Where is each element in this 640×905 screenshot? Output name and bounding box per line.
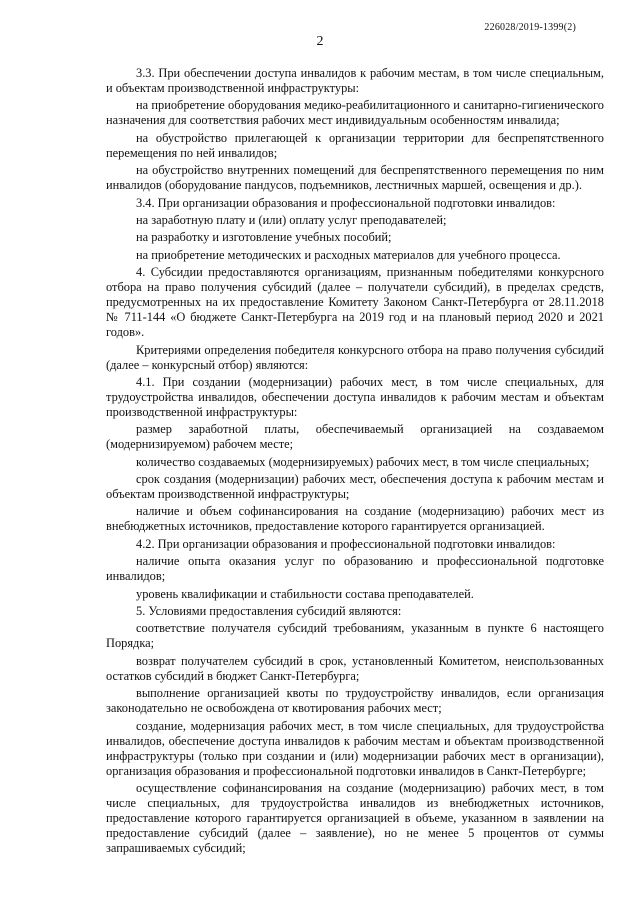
paragraph: на приобретение оборудования медико-реабилитационного и санитарно-гигиенического назначения для соответствия рабочих мест индивидуальным особенностям инвалида; [106, 98, 604, 128]
paragraph: 4. Субсидии предоставляются организациям, признанным победителями конкурсного отбора на право получения субсидий (далее – получатели субсидий), в пределах средств, предусмотренных на их предоставление Комитету Законом Санкт-Петербурга от 28.11.2018 № 711-144 «О бюджете Санкт-Петербурга на 2019 год и на плановый период 2020 и 2021 годов». [106, 265, 604, 340]
paragraph: на разработку и изготовление учебных пособий; [136, 230, 392, 245]
paragraph: наличие и объем софинансирования на создание (модернизацию) рабочих мест из внебюджетных источников, предоставление которого гарантируется организацией. [106, 504, 604, 534]
page-number: 2 [316, 34, 324, 49]
paragraph: количество создаваемых (модернизируемых) рабочих мест, в том числе специальных; [136, 454, 590, 469]
paragraph: размер заработной платы, обеспечиваемый организацией на создаваемом (модернизируемом) рабочем месте; [106, 422, 604, 452]
paragraph: на обустройство внутренних помещений для беспрепятственного перемещения по ним инвалидов (оборудование пандусов, подъемников, лестничных маршей, освещения и др.). [106, 163, 604, 193]
paragraph: 3.3. При обеспечении доступа инвалидов к рабочим местам, в том числе специальным, и объектам производственной инфраструктуры: [106, 66, 604, 95]
paragraph: на обустройство прилегающей к организации территории для беспрепятственного перемещения по ней инвалидов; [106, 130, 604, 160]
paragraph: выполнение организацией квоты по трудоустройству инвалидов, если организация законодательно не освобождена от квотирования рабочих мест; [106, 686, 604, 716]
paragraph: осуществление софинансирования на создание (модернизацию) рабочих мест, в том числе специальных, для трудоустройства инвалидов из внебюджетных источников, предоставление которого гарантируется организацией в объеме, указанном в заявлении на предоставление субсидий (далее – заявление), но не менее 5 процентов от суммы запрашиваемых субсидий; [106, 780, 604, 855]
paragraph: создание, модернизация рабочих мест, в том числе специальных, для трудоустройства инвалидов, обеспечение доступа инвалидов к рабочим местам и объектам производственной инфраструктуры (только при создании и (или) модернизации рабочих мест в организации), организация образования и профессиональной подготовки инвалидов в Санкт-Петербурге; [106, 718, 604, 778]
paragraph: Критериями определения победителя конкурсного отбора на право получения субсидий (далее – конкурсный отбор) являются: [106, 342, 604, 372]
paragraph: на заработную плату и (или) оплату услуг преподавателей; [136, 212, 447, 227]
document-body [106, 66, 604, 858]
paragraph: срок создания (модернизации) рабочих мест, обеспечения доступа к рабочим местам и объектам производственной инфраструктуры; [106, 472, 604, 502]
document-number: 226028/2019-1399(2) [484, 22, 576, 33]
paragraph: возврат получателем субсидий в срок, установленный Комитетом, неиспользованных остатков субсидий в бюджет Санкт-Петербурга; [106, 653, 604, 683]
paragraph: 4.1. При создании (модернизации) рабочих мест, в том числе специальных, для трудоустройства инвалидов, обеспечении доступа инвалидов к рабочим местам и объектам производственной инфраструктуры: [106, 374, 604, 419]
paragraph: уровень квалификации и стабильности состава преподавателей. [136, 586, 474, 601]
paragraph: наличие опыта оказания услуг по образованию и профессиональной подготовке инвалидов; [106, 554, 604, 584]
paragraph: на приобретение методических и расходных материалов для учебного процесса. [136, 247, 561, 262]
paragraph: соответствие получателя субсидий требованиям, указанным в пункте 6 настоящего Порядка; [106, 621, 604, 651]
paragraph: 3.4. При организации образования и профессиональной подготовки инвалидов: [136, 195, 556, 210]
paragraph: 4.2. При организации образования и профессиональной подготовки инвалидов: [136, 536, 556, 551]
paragraph: 5. Условиями предоставления субсидий являются: [136, 604, 402, 619]
